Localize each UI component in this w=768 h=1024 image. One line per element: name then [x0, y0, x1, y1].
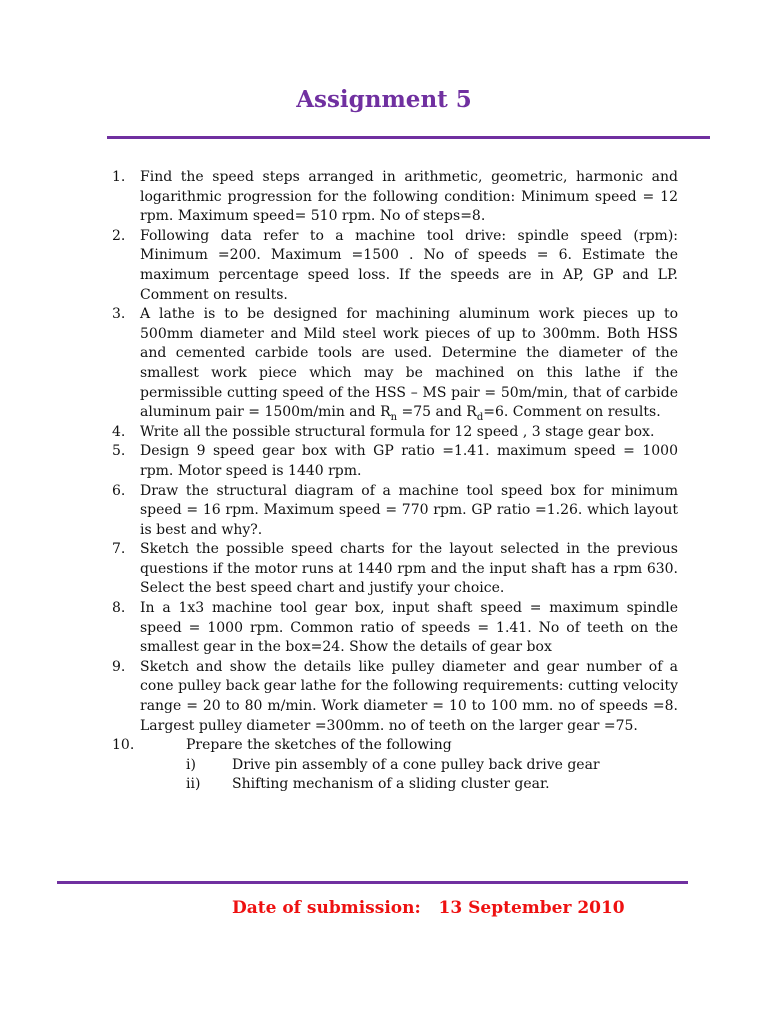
question-list [112, 168, 678, 795]
top-divider [107, 136, 710, 139]
question-number: 5. [112, 443, 126, 460]
question-item [112, 599, 678, 658]
question-text: Sketch the possible speed charts for the layout selected in the previous questions if the motor runs at 1440 rpm and the input shaft has a rpm 630. Select the best speed chart and justify your choice. [140, 541, 678, 597]
submission-label: Date of submission: [232, 898, 421, 918]
submission-date: 13 September 2010 [438, 898, 625, 918]
question-item [112, 305, 678, 423]
question-number: 4. [112, 423, 126, 440]
question-number: 6. [112, 482, 126, 499]
sub-question-text: Drive pin assembly of a cone pulley back drive gear [232, 756, 600, 773]
question-text: In a 1x3 machine tool gear box, input shaft speed = maximum spindle speed = 1000 rpm. Common ratio of speeds = 1.41. No of teeth on the smallest gear in the box=24. Show the details of gear box [140, 600, 678, 656]
question-text: Draw the structural diagram of a machine tool speed box for minimum speed = 16 rpm. Maximum speed = 770 rpm. GP ratio =1.26. which layout is best and why?. [140, 482, 678, 538]
question-text: Design 9 speed gear box with GP ratio =1.41. maximum speed = 1000 rpm. Motor speed is 1440 rpm. [140, 443, 678, 479]
question-item [112, 658, 678, 736]
question-item [112, 442, 678, 481]
sub-question-list [186, 756, 678, 795]
sub-question-item [186, 775, 678, 795]
question-text: Prepare the sketches of the following [186, 737, 452, 754]
sub-question-text: Shifting mechanism of a sliding cluster gear. [232, 776, 550, 793]
question-number: 3. [112, 306, 126, 323]
question-number: 7. [112, 541, 126, 558]
question-number: 2. [112, 227, 126, 244]
submission-date-line [232, 898, 625, 918]
question-text-part: =75 and R [397, 404, 477, 421]
question-item [112, 482, 678, 541]
question-number: 1. [112, 169, 126, 185]
page-title: Assignment 5 [296, 86, 472, 113]
question-text [140, 305, 678, 423]
question-item [112, 540, 678, 599]
question-text: Find the speed steps arranged in arithmetic, geometric, harmonic and logarithmic progression for the following condition: Minimum speed = 12 rpm. Maximum speed= 510 rpm. No of steps=8. [140, 169, 678, 225]
question-text-part: A lathe is to be designed for machining aluminum work pieces up to 500mm diameter and Mild steel work pieces of up to 300mm. Both HSS and cemented carbide tools are used. Determine the diameter of the smallest work piece which may be machined on this lathe if the permissible cutting speed of the HSS – MS pair = 50m/min, that of carbide aluminum pair = 1500m/min and R [140, 306, 678, 421]
question-item [112, 736, 678, 795]
sub-question-item [186, 756, 678, 776]
question-item [112, 423, 678, 443]
bottom-divider [57, 881, 688, 884]
question-item [112, 227, 678, 305]
subscript: n [390, 411, 398, 423]
question-text: Sketch and show the details like pulley diameter and gear number of a cone pulley back gear lathe for the following requirements: cutting velocity range = 20 to 80 m/min. Work diameter = 10 to 100 mm. no of speeds =8. Largest pulley diameter =300mm. no of teeth on the larger gear =75. [140, 658, 678, 734]
sub-question-number: i) [186, 756, 196, 773]
question-text: Following data refer to a machine tool drive: spindle speed (rpm): Minimum =200. Maximum =1500 . No of speeds = 6. Estimate the maximum percentage speed loss. If the speeds are in AP, GP and LP. Comment on results. [140, 227, 678, 303]
question-number: 9. [112, 658, 126, 675]
question-item [112, 168, 678, 227]
question-text: Write all the possible structural formula for 12 speed , 3 stage gear box. [140, 423, 655, 440]
question-body [186, 736, 678, 795]
question-number: 10. [112, 737, 135, 754]
question-text-part: =6. Comment on results. [483, 404, 661, 421]
subscript: d [476, 411, 484, 423]
question-number: 8. [112, 600, 126, 617]
sub-question-number: ii) [186, 776, 201, 793]
